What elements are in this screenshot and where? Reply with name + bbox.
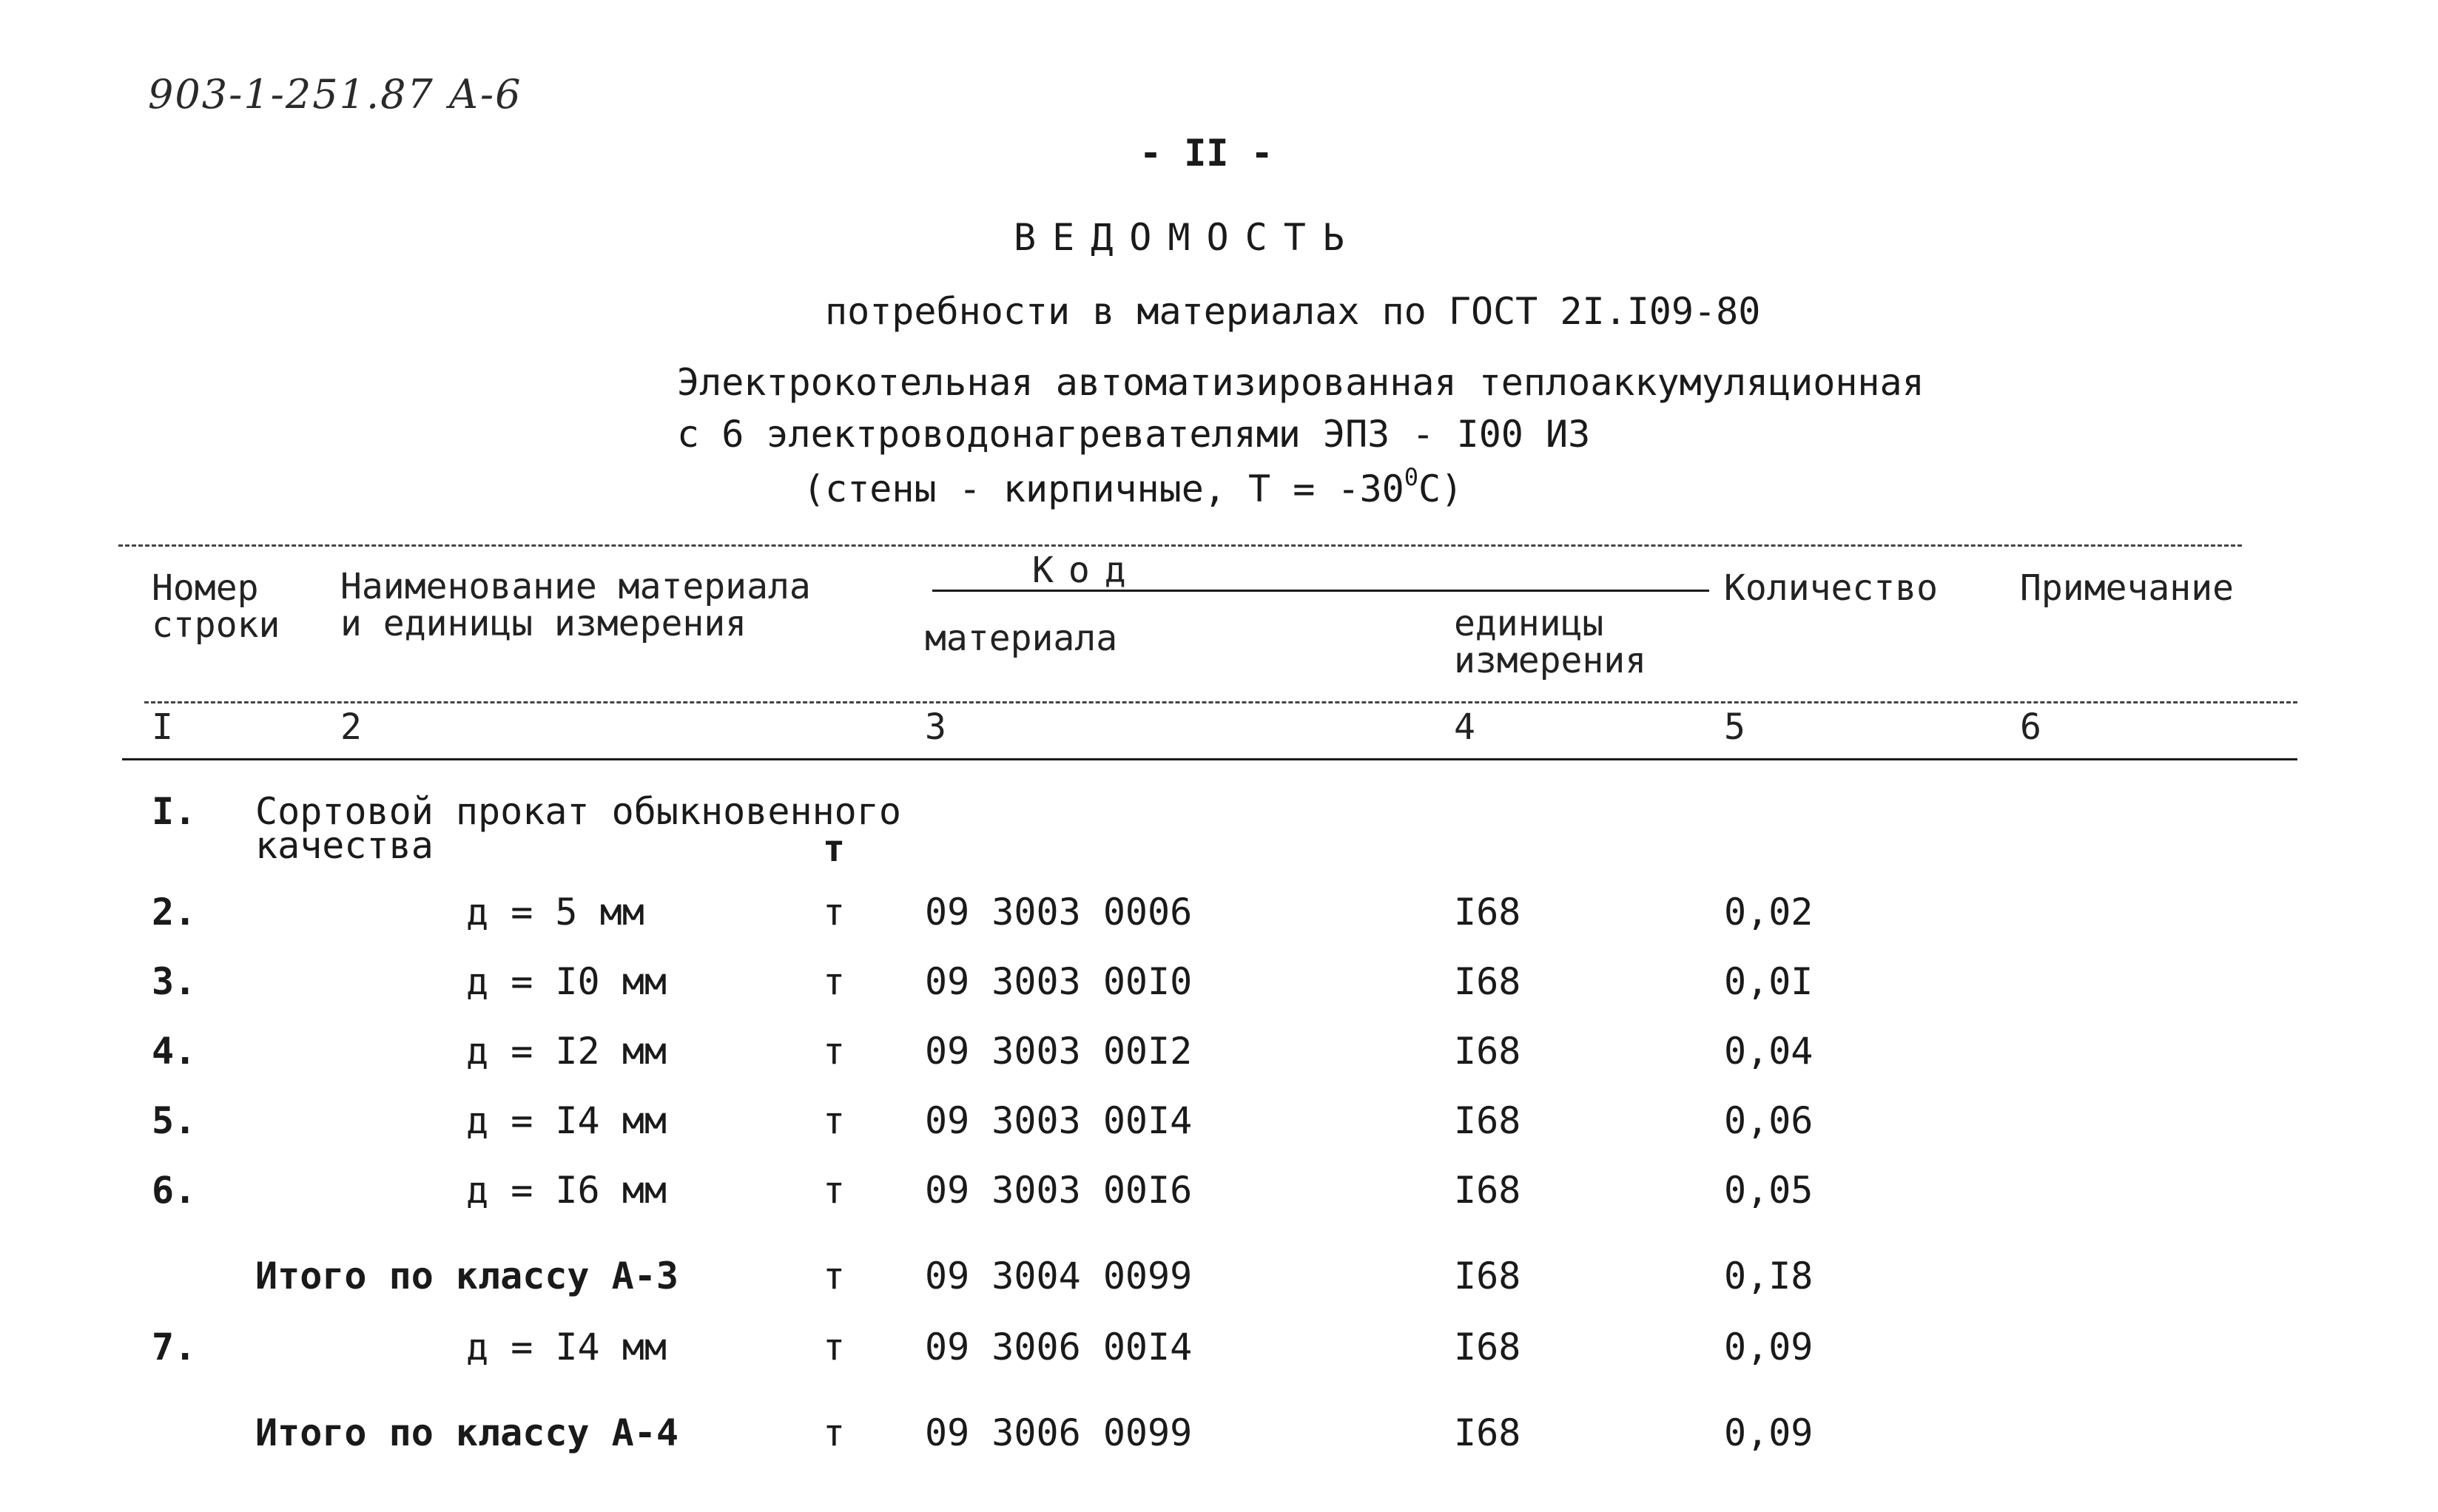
quantity: 0,04 <box>1724 1030 1814 1073</box>
header-code-unit-line2: измерения <box>1454 640 1647 681</box>
header-code-unit <box>1454 605 1646 679</box>
unit: т <box>823 1411 846 1454</box>
material-name: д = I6 мм <box>466 1169 667 1212</box>
column-number-3: 3 <box>925 706 946 748</box>
column-number-6: 6 <box>2020 706 2041 748</box>
document-title: ВЕДОМОСТЬ <box>1014 216 1361 259</box>
column-number-4: 4 <box>1454 706 1475 748</box>
unit-code: I68 <box>1454 1099 1521 1142</box>
column-numbers-bottom-rule <box>122 758 2297 760</box>
unit: т <box>823 960 846 1003</box>
material-name-line2: качества <box>255 824 434 867</box>
material-name-line1: Сортовой прокат обыкновенного <box>255 790 901 833</box>
description-line-3-suffix: С) <box>1418 468 1464 510</box>
unit-code: I68 <box>1454 891 1521 934</box>
header-code-group: Код <box>1032 550 1141 591</box>
quantity: 0,09 <box>1724 1411 1814 1454</box>
handwritten-reference: 903-1-251.87 А-6 <box>148 71 522 118</box>
material-code: 09 3003 0006 <box>925 891 1193 934</box>
row-number: 2. <box>152 891 197 934</box>
column-number-2: 2 <box>340 706 362 748</box>
header-row-number-line1: Номер <box>152 567 259 609</box>
document-subtitle: потребности в материалах по ГОСТ 2I.I09-80 <box>825 290 1761 333</box>
material-name: д = I2 мм <box>466 1030 667 1073</box>
row-number: 4. <box>152 1030 197 1073</box>
unit: т <box>823 1169 846 1212</box>
column-number-5: 5 <box>1724 706 1745 748</box>
unit-code: I68 <box>1454 1255 1521 1297</box>
material-name: д = I4 мм <box>466 1099 667 1142</box>
unit: т <box>823 891 846 934</box>
header-material-name-line1: Наименование материала <box>340 566 811 607</box>
unit-code: I68 <box>1454 1030 1521 1073</box>
material-code: 09 3006 00I4 <box>925 1326 1193 1368</box>
row-number: 6. <box>152 1169 197 1212</box>
subtotal-label: Итого по классу А-3 <box>255 1255 678 1297</box>
header-note: Примечание <box>2020 567 2234 609</box>
quantity: 0,0I <box>1724 960 1814 1003</box>
row-number: 5. <box>152 1099 197 1142</box>
material-code: 09 3004 0099 <box>925 1255 1193 1297</box>
material-name: д = I4 мм <box>466 1326 667 1368</box>
header-row-number-line2: строки <box>152 604 280 646</box>
table-top-rule <box>118 544 2242 547</box>
quantity: 0,06 <box>1724 1099 1814 1142</box>
material-name: д = I0 мм <box>466 960 667 1003</box>
description-line-1: Электрокотельная автоматизированная теплоаккумуляционная <box>677 361 1925 404</box>
header-bottom-rule <box>144 701 2297 703</box>
material-code: 09 3006 0099 <box>925 1411 1193 1454</box>
row-number: I. <box>152 790 197 833</box>
header-code-material: материала <box>925 618 1118 659</box>
unit-code: I68 <box>1454 960 1521 1003</box>
header-material-name <box>340 568 811 642</box>
header-code-unit-line1: единицы <box>1454 603 1604 644</box>
description-line-2: с 6 электроводонагревателями ЭПЗ - I00 ИЗ <box>677 413 1591 456</box>
description-line-3 <box>803 463 1463 510</box>
subtotal-label: Итого по классу А-4 <box>255 1411 678 1454</box>
header-material-name-line2: и единицы измерения <box>340 603 747 644</box>
description-line-3-prefix: (стены - кирпичные, Т = -30 <box>803 468 1404 510</box>
quantity: 0,05 <box>1724 1169 1814 1212</box>
material-code: 09 3003 00I2 <box>925 1030 1193 1073</box>
unit-code: I68 <box>1454 1169 1521 1212</box>
unit-code: I68 <box>1454 1411 1521 1454</box>
degree-superscript: 0 <box>1404 463 1419 491</box>
unit: т <box>823 827 846 870</box>
header-quantity: Количество <box>1724 567 1938 609</box>
column-number-1: I <box>152 706 173 748</box>
row-number: 3. <box>152 960 197 1003</box>
quantity: 0,02 <box>1724 891 1814 934</box>
row-number: 7. <box>152 1326 197 1368</box>
page-number: - II - <box>1139 132 1273 175</box>
unit: т <box>823 1255 846 1297</box>
material-code: 09 3003 00I0 <box>925 960 1193 1003</box>
material-name: д = 5 мм <box>466 891 644 934</box>
material-code: 09 3003 00I4 <box>925 1099 1193 1142</box>
unit: т <box>823 1099 846 1142</box>
material-code: 09 3003 00I6 <box>925 1169 1193 1212</box>
unit-code: I68 <box>1454 1326 1521 1368</box>
header-row-number <box>152 567 280 646</box>
unit: т <box>823 1326 846 1368</box>
quantity: 0,09 <box>1724 1326 1814 1368</box>
quantity: 0,I8 <box>1724 1255 1814 1297</box>
unit: т <box>823 1030 846 1073</box>
